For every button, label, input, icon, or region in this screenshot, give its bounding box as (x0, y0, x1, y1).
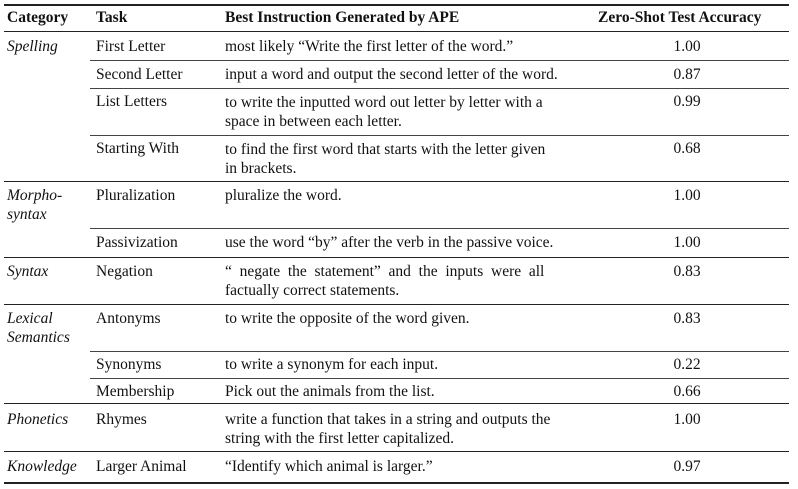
instruction-cell: to write a synonym for each input. (225, 356, 439, 373)
task-cell: Synonyms (96, 356, 162, 373)
task-cell: Starting With (96, 140, 180, 157)
accuracy-cell: 1.00 (673, 234, 701, 251)
category-cell: syntax (7, 206, 47, 223)
instruction-cell: “ negate the statement” and the inputs were all (225, 263, 545, 280)
category-cell: Spelling (7, 38, 58, 55)
task-cell: Membership (96, 383, 175, 400)
row-rule (90, 351, 789, 352)
instruction-cell: to write the inputted word out letter by letter with a (225, 94, 543, 111)
row-rule (90, 60, 789, 61)
instruction-cell: use the word “by” after the verb in the passive voice. (225, 234, 554, 251)
task-cell: Passivization (96, 234, 178, 251)
accuracy-cell: 0.97 (673, 458, 701, 475)
instruction-cell: factually correct statements. (225, 282, 400, 299)
top-rule (4, 4, 789, 6)
instruction-cell: space in between each letter. (225, 113, 402, 130)
task-cell: List Letters (96, 93, 168, 110)
task-cell: Second Letter (96, 66, 183, 83)
accuracy-cell: 0.66 (673, 383, 701, 400)
group-rule (4, 257, 789, 258)
task-cell: Negation (96, 263, 153, 280)
accuracy-cell: 0.22 (673, 356, 701, 373)
row-rule (90, 378, 789, 379)
header-instruction: Best Instruction Generated by APE (225, 9, 460, 26)
category-cell: Knowledge (7, 458, 77, 475)
instruction-cell: to find the first word that starts with the letter given (225, 141, 546, 158)
row-rule (90, 228, 789, 229)
accuracy-cell: 0.83 (673, 310, 701, 327)
instruction-cell: “Identify which animal is larger.” (225, 458, 433, 475)
instruction-cell: Pick out the animals from the list. (225, 383, 435, 400)
instruction-cell: string with the first letter capitalized. (225, 430, 454, 447)
instruction-cell: to write the opposite of the word given. (225, 310, 470, 327)
bottom-rule (4, 482, 789, 484)
instruction-cell: most likely “Write the first letter of the word.” (225, 38, 514, 55)
row-rule (90, 88, 789, 89)
task-cell: First Letter (96, 38, 166, 55)
accuracy-cell: 1.00 (673, 187, 701, 204)
category-cell: Semantics (7, 329, 70, 346)
header-task: Task (96, 9, 128, 26)
accuracy-cell: 0.83 (673, 263, 701, 280)
task-cell: Larger Animal (96, 458, 187, 475)
accuracy-cell: 0.99 (673, 93, 701, 110)
category-cell: Morpho- (7, 187, 63, 204)
header-category: Category (7, 9, 69, 26)
group-rule (4, 451, 789, 452)
group-rule (4, 304, 789, 305)
header-accuracy: Zero-Shot Test Accuracy (598, 9, 762, 26)
group-rule (4, 181, 789, 182)
accuracy-cell: 1.00 (673, 411, 701, 428)
instruction-cell: write a function that takes in a string and outputs the (225, 411, 551, 428)
header-rule (4, 31, 789, 32)
instruction-cell: input a word and output the second letter of the word. (225, 66, 558, 83)
instruction-cell: in brackets. (225, 160, 297, 177)
accuracy-cell: 0.68 (673, 140, 701, 157)
accuracy-cell: 1.00 (673, 38, 701, 55)
task-cell: Rhymes (96, 411, 147, 428)
category-cell: Lexical (7, 310, 53, 327)
task-cell: Pluralization (96, 187, 176, 204)
accuracy-cell: 0.87 (673, 66, 701, 83)
category-cell: Phonetics (7, 411, 69, 428)
row-rule (90, 135, 789, 136)
task-cell: Antonyms (96, 310, 161, 327)
group-rule (4, 403, 789, 404)
instruction-cell: pluralize the word. (225, 187, 342, 204)
category-cell: Syntax (7, 263, 49, 280)
